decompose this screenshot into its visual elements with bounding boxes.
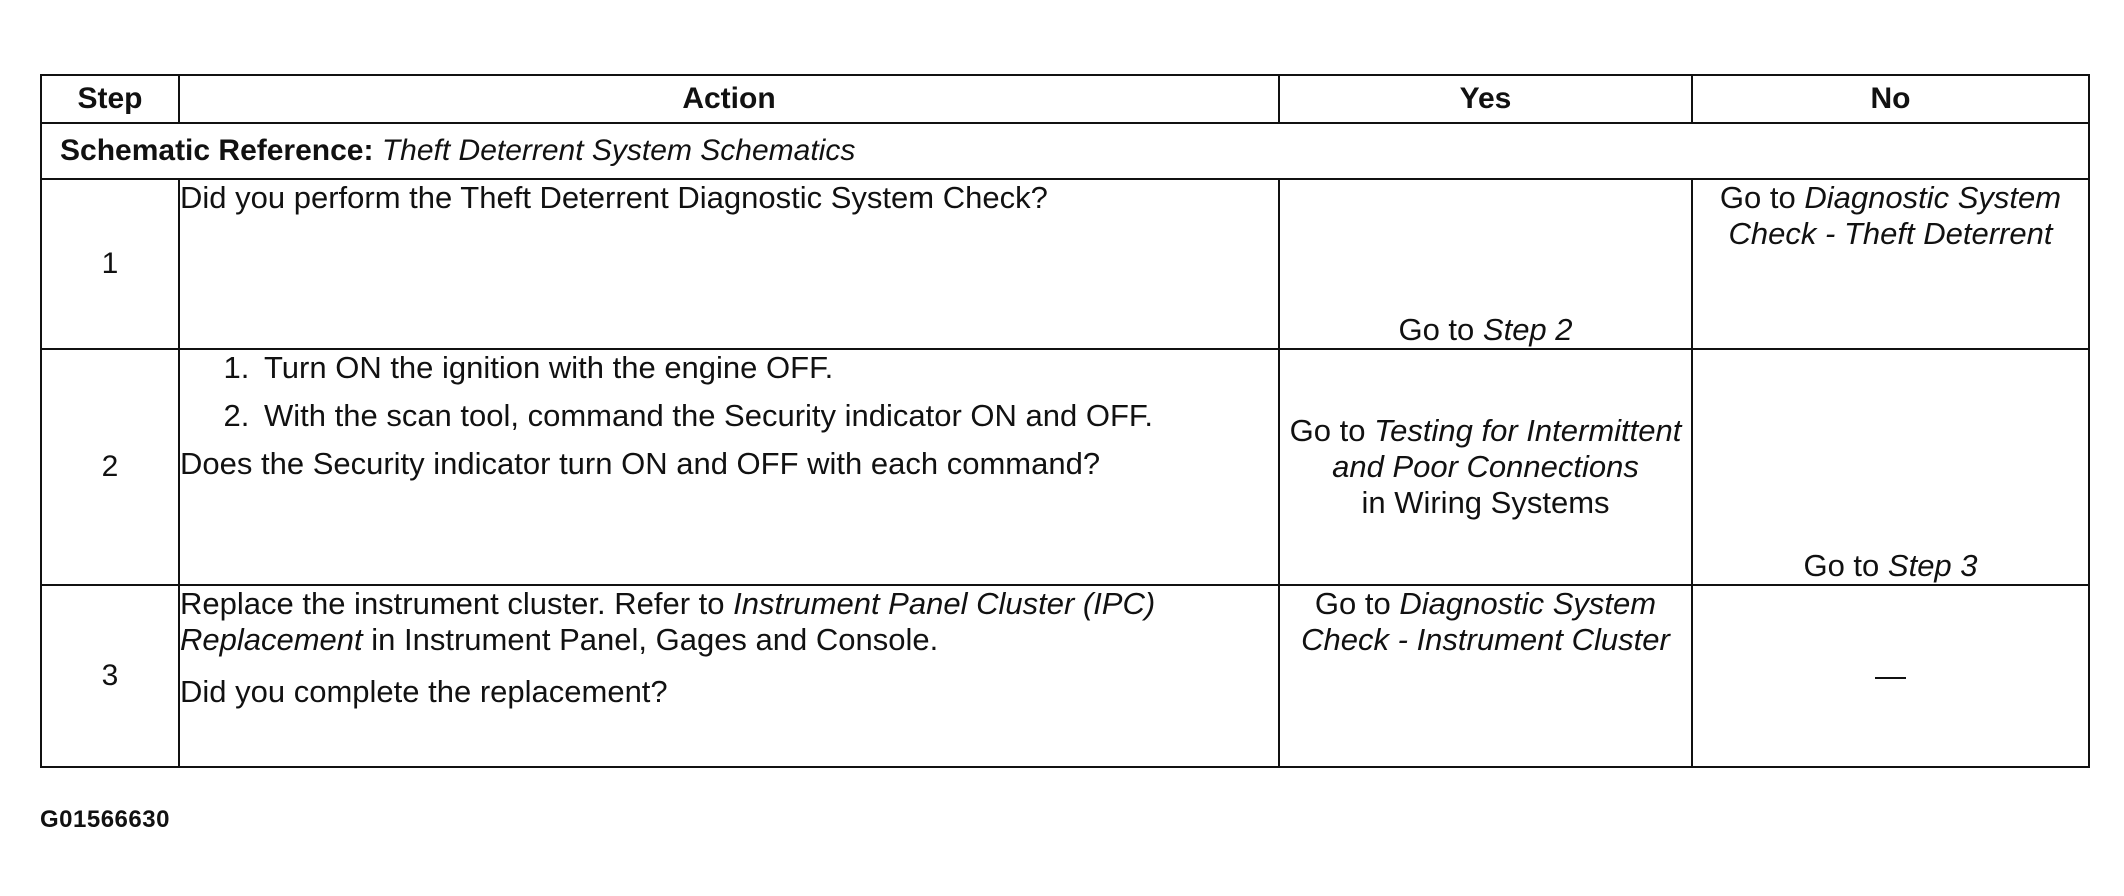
action-cell <box>179 585 1279 767</box>
schematic-reference-link[interactable]: Theft Deterrent System Schematics <box>381 134 856 167</box>
action-step-item: 1. Turn ON the ignition with the engine OFF. <box>258 350 1278 386</box>
header-yes: Yes <box>1279 75 1692 123</box>
figure-id: G01566630 <box>40 806 170 833</box>
header-no: No <box>1692 75 2089 123</box>
action-steps-list <box>180 350 1278 434</box>
no-cell <box>1692 349 2089 585</box>
header-action: Action <box>179 75 1279 123</box>
diagnostic-table <box>40 74 2090 768</box>
yes-suffix: in Wiring Systems <box>1361 485 1610 520</box>
step-number: 2 <box>41 349 179 585</box>
yes-cell <box>1279 349 1692 585</box>
no-cell <box>1692 585 2089 767</box>
header-row <box>41 75 2089 123</box>
action-step-item: 2. With the scan tool, command the Security indicator ON and OFF. <box>258 398 1278 434</box>
action-question: Does the Security indicator turn ON and OFF with each command? <box>180 446 1101 481</box>
table-row <box>41 349 2089 585</box>
action-text-part: in Instrument Panel, Gages and Console. <box>371 622 939 657</box>
no-link[interactable]: Diagnostic System Check - Theft Deterrent <box>1728 180 2062 251</box>
no-prefix: Go to <box>1719 180 1796 215</box>
yes-link[interactable]: Diagnostic System Check - Instrument Cluster <box>1301 586 1670 657</box>
header-step: Step <box>41 75 179 123</box>
yes-prefix: Go to <box>1289 413 1366 448</box>
schematic-reference-row <box>41 123 2089 179</box>
yes-prefix: Go to <box>1398 312 1475 347</box>
step-number: 3 <box>41 585 179 767</box>
yes-link[interactable]: Step 2 <box>1482 312 1573 347</box>
schematic-reference-label: Schematic Reference: <box>60 134 374 167</box>
action-text: Did you perform the Theft Deterrent Diagnostic System Check? <box>179 179 1279 349</box>
no-prefix: Go to <box>1803 548 1880 583</box>
yes-prefix: Go to <box>1314 586 1391 621</box>
action-link[interactable]: Instrument Panel Cluster (IPC) Replacement <box>180 586 1156 657</box>
schematic-reference <box>41 123 2089 179</box>
action-text-part: Replace the instrument cluster. Refer to <box>180 586 725 621</box>
action-question: Did you complete the replacement? <box>180 674 668 709</box>
yes-cell <box>1279 179 1692 349</box>
table-row <box>41 179 2089 349</box>
yes-cell <box>1279 585 1692 767</box>
action-instruction <box>180 586 1278 658</box>
no-link[interactable]: Step 3 <box>1887 548 1978 583</box>
table-row <box>41 585 2089 767</box>
action-cell <box>179 349 1279 585</box>
step-number: 1 <box>41 179 179 349</box>
no-dash: — <box>1875 658 1906 693</box>
no-cell <box>1692 179 2089 349</box>
yes-link[interactable]: Testing for Intermittent and Poor Connections <box>1332 413 1682 484</box>
